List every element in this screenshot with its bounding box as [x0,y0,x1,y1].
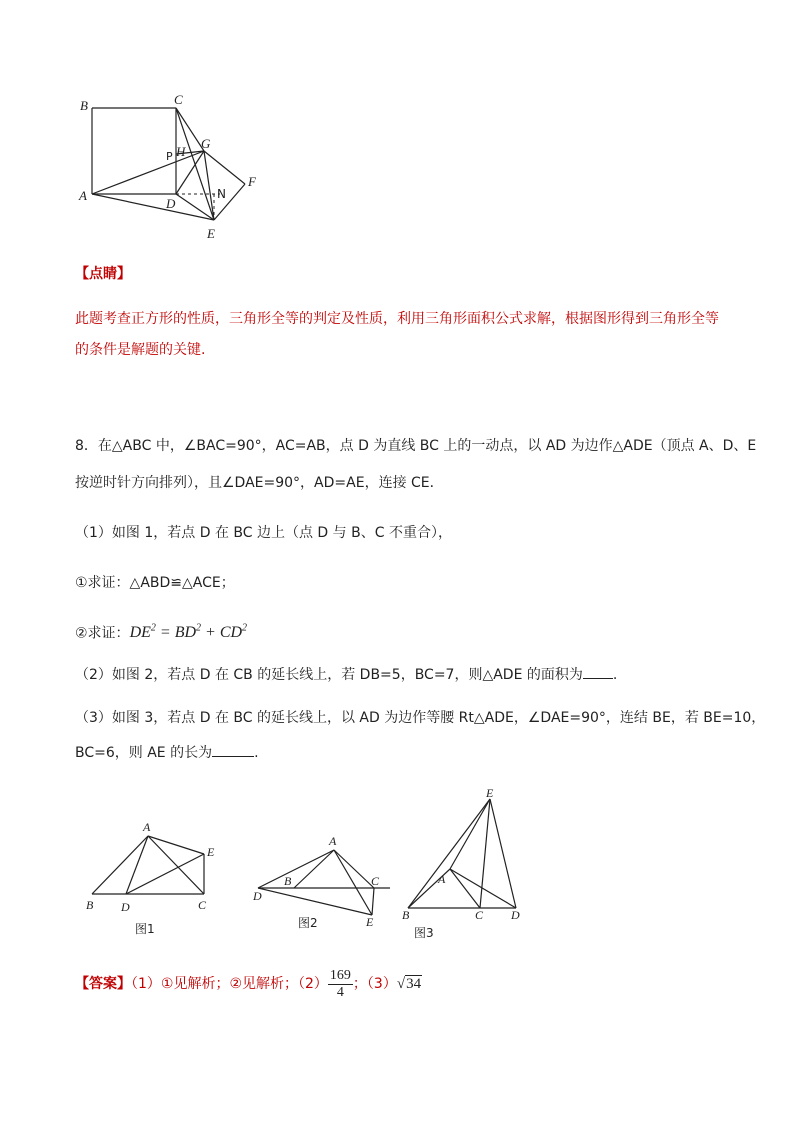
figure-1 [80,815,230,940]
label-N: N [217,187,226,201]
fig1-caption: 图1 [135,922,155,936]
fig3-label-E: E [486,786,494,800]
fig1-label-E: E [207,845,215,859]
problem-part-3-line-1: （3）如图 3，若点 D 在 BC 的延长线上，以 AD 为边作等腰 Rt△ADE，∠DAE=90°，连结 BE，若 BE=10， [75,710,766,726]
answer-blank-3 [212,742,254,757]
formula-de-squared: $DE^2 = BD^2 + CD^2$ [129,623,248,642]
problem-part-1: （1）如图 1，若点 D 在 BC 边上（点 D 与 B、C 不重合）， [75,525,452,541]
part-1b-prefix: ②求证： [75,625,130,642]
fig2-caption: 图2 [298,916,318,930]
fig1-label-B: B [86,898,94,912]
label-A: A [79,188,87,203]
label-E: E [207,226,215,241]
fig2-label-A: A [329,834,337,848]
problem-line-2: 按逆时针方向排列），且∠DAE=90°，AD=AE，连接 CE． [75,475,444,491]
answer-sqrt: √34 [396,976,422,992]
answer-tag: 【答案】 [75,976,131,992]
fig1-label-D: D [121,900,130,914]
answer-part-1: （1）①见解析；②见解析；（2） [131,976,328,992]
problem-part-3-line-2: BC=6，则 AE 的长为 . [75,742,259,763]
label-F: F [248,174,256,189]
answer-part-2: ；（3） [352,976,397,992]
problem-part-1b [75,619,247,643]
label-P: P [166,150,173,163]
fig2-label-B: B [284,874,292,888]
answer-blank-2 [583,664,613,679]
fig2-label-D: D [253,889,262,903]
problem-part-1a: ①求证：△ABD≌△ACE； [75,575,235,591]
answer-line [75,966,422,1002]
figure-2 [250,825,400,940]
fig2-label-E: E [366,915,374,929]
label-H: H [176,144,186,159]
fig1-label-C: C [198,898,207,912]
fig2-label-C: C [371,874,380,888]
fig3-label-A: A [438,872,446,886]
problem-line-1: 8．在△ABC 中，∠BAC=90°，AC=AB，点 D 为直线 BC 上的一动点，以 AD 为边作△ADE（顶点 A、D、E [75,438,757,454]
fig3-label-D: D [511,908,520,922]
label-C: C [174,92,183,107]
label-G: G [201,136,211,151]
fig1-label-A: A [143,820,151,834]
fig3-caption: 图3 [414,926,434,940]
fig3-label-B: B [402,908,410,922]
label-B: B [80,98,88,113]
answer-fraction: $\frac{169}{4}$ [329,967,351,1000]
label-D: D [166,196,176,211]
dianjing-tag: 【点睛】 [75,266,131,282]
figure-square-construction [70,88,270,248]
problem-part-2: （2）如图 2，若点 D 在 CB 的延长线上，若 DB=5，BC=7，则△ADE 的面积为 . [75,664,617,685]
fig3-label-C: C [475,908,484,922]
figure-3 [398,785,533,945]
dianjing-line-2: 的条件是解题的关键. [75,342,206,358]
dianjing-line-1: 此题考查正方形的性质，三角形全等的判定及性质，利用三角形面积公式求解，根据图形得到三角形全等 [75,311,719,327]
